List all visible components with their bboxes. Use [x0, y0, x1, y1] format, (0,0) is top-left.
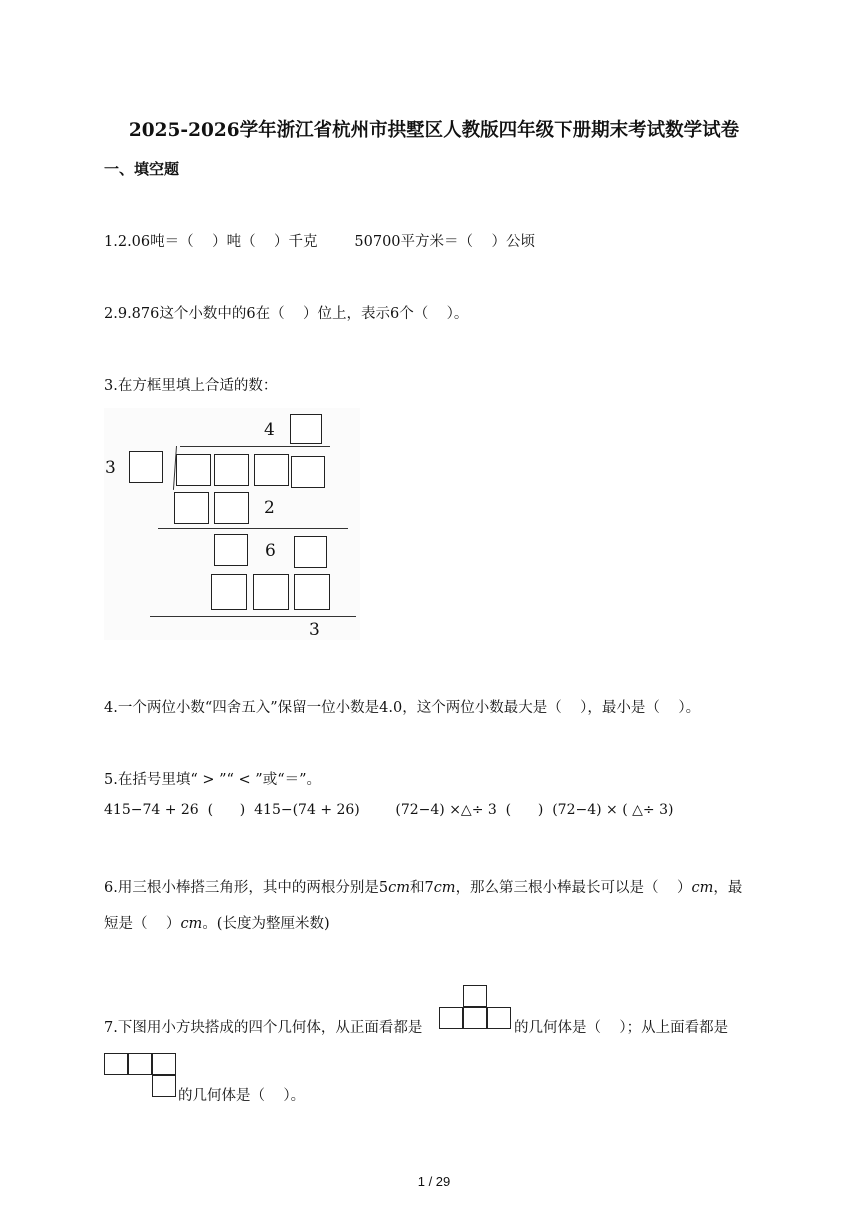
q1-value-area: 50700: [354, 234, 401, 250]
division-diagram: [104, 408, 360, 640]
q5-expression-line: 415−74 + 26 ( ) 415−(74 + 26) (72−4) ×△÷ 3 ( ) (72−4) × ( △÷ 3): [104, 802, 674, 818]
q1-text-b: 平方米＝（ ）公顷: [400, 234, 535, 250]
top-view-cell: [152, 1053, 176, 1075]
front-view-figure: [439, 985, 511, 1031]
top-view-cell: [128, 1053, 152, 1075]
q1-text-a: 吨＝（ ）吨（ ）千克: [150, 234, 355, 250]
product2-box-2: [253, 574, 289, 610]
remainder-box-1: [214, 534, 248, 566]
q4-text-b: ，这个两位小数最大是（ ），最小是（ ）。: [402, 700, 701, 716]
top-view-cell: [152, 1075, 176, 1097]
product-box-2: [214, 492, 249, 524]
quotient-line: [180, 446, 330, 447]
question-7-line-1b: [514, 1016, 728, 1037]
question-5-expressions: [104, 802, 673, 818]
final-remainder-3: 3: [309, 620, 320, 640]
question-6-line-2: [104, 912, 330, 933]
q1-number: 1.: [104, 234, 118, 250]
product2-box-3: [294, 574, 330, 610]
q7-text-c: 的几何体是（ ）。: [178, 1088, 306, 1104]
q2-number: 2.: [104, 306, 118, 322]
q6-unit-3: cm: [691, 880, 714, 896]
divisor-box: [129, 451, 163, 483]
remainder-box-2: [294, 536, 327, 568]
page-title: 2025-2026学年浙江省杭州市拱墅区人教版四年级下册期末考试数学试卷: [128, 120, 740, 141]
question-7-line-2: [178, 1084, 305, 1105]
section-heading: 一、填空题: [104, 160, 180, 178]
divisor-digit-3: 3: [105, 458, 116, 478]
q7-text-b: 的几何体是（ ）；从上面看都是: [514, 1020, 729, 1036]
question-7-line-1: [104, 1016, 422, 1037]
front-view-cell: [463, 1007, 487, 1029]
q6-unit-2: cm: [433, 880, 456, 896]
subtraction-line-2: [150, 616, 356, 617]
q6-text-and: 和: [409, 880, 425, 896]
q4-text-a: 4.一个两位小数“四舍五入”保留一位小数是: [104, 700, 380, 716]
dividend-box-2: [214, 454, 249, 486]
q6-text-a: 6.用三根小棒搭三角形，其中的两根分别是: [104, 880, 379, 896]
question-6-line-1: [104, 876, 742, 897]
q7-text-a: 7.下图用小方块搭成的四个几何体，从正面看都是: [104, 1020, 423, 1036]
q1-value-tons: 2.06: [117, 234, 151, 250]
top-view-cell: [104, 1053, 128, 1075]
q6-text-b: ，那么第三根小棒最长可以是（ ）: [455, 880, 692, 896]
q6-value-7: 7: [424, 880, 434, 896]
digit-2: 2: [264, 498, 275, 518]
page-number: 1 / 29: [417, 1174, 451, 1189]
front-view-cell: [463, 985, 487, 1007]
question-4: [104, 696, 700, 717]
quotient-digit-4: 4: [264, 420, 275, 440]
q6-value-5: 5: [378, 880, 389, 896]
digit-6: 6: [265, 541, 276, 561]
question-5-intro: 5.在括号里填“ > ”“ < ”或“＝”。: [104, 772, 322, 788]
dividend-box-1: [176, 454, 211, 486]
dividend-box-3: [254, 454, 289, 486]
q6-text-d: 短是（ ）: [104, 916, 181, 932]
q6-unit-4: cm: [180, 916, 203, 932]
q2-text: 这个小数中的6在（ ）位上，表示6个（ ）。: [159, 306, 469, 322]
q6-unit-1: cm: [388, 880, 410, 896]
front-view-cell: [439, 1007, 463, 1029]
subtraction-line-1: [158, 528, 348, 529]
q6-text-c: ，最: [713, 880, 743, 896]
q4-value: 4.0: [379, 700, 403, 716]
dividend-box-4: [291, 456, 325, 488]
top-view-figure: [104, 1053, 176, 1099]
product2-box-1: [211, 574, 247, 610]
question-3: 3.在方框里填上合适的数：: [104, 378, 278, 394]
q6-text-e: 。(长度为整厘米数): [202, 916, 330, 932]
question-2: [104, 302, 468, 323]
front-view-cell: [487, 1007, 511, 1029]
product-box-1: [174, 492, 209, 524]
q2-value: 9.876: [117, 306, 160, 322]
quotient-box: [290, 414, 322, 444]
question-1: [104, 230, 535, 251]
